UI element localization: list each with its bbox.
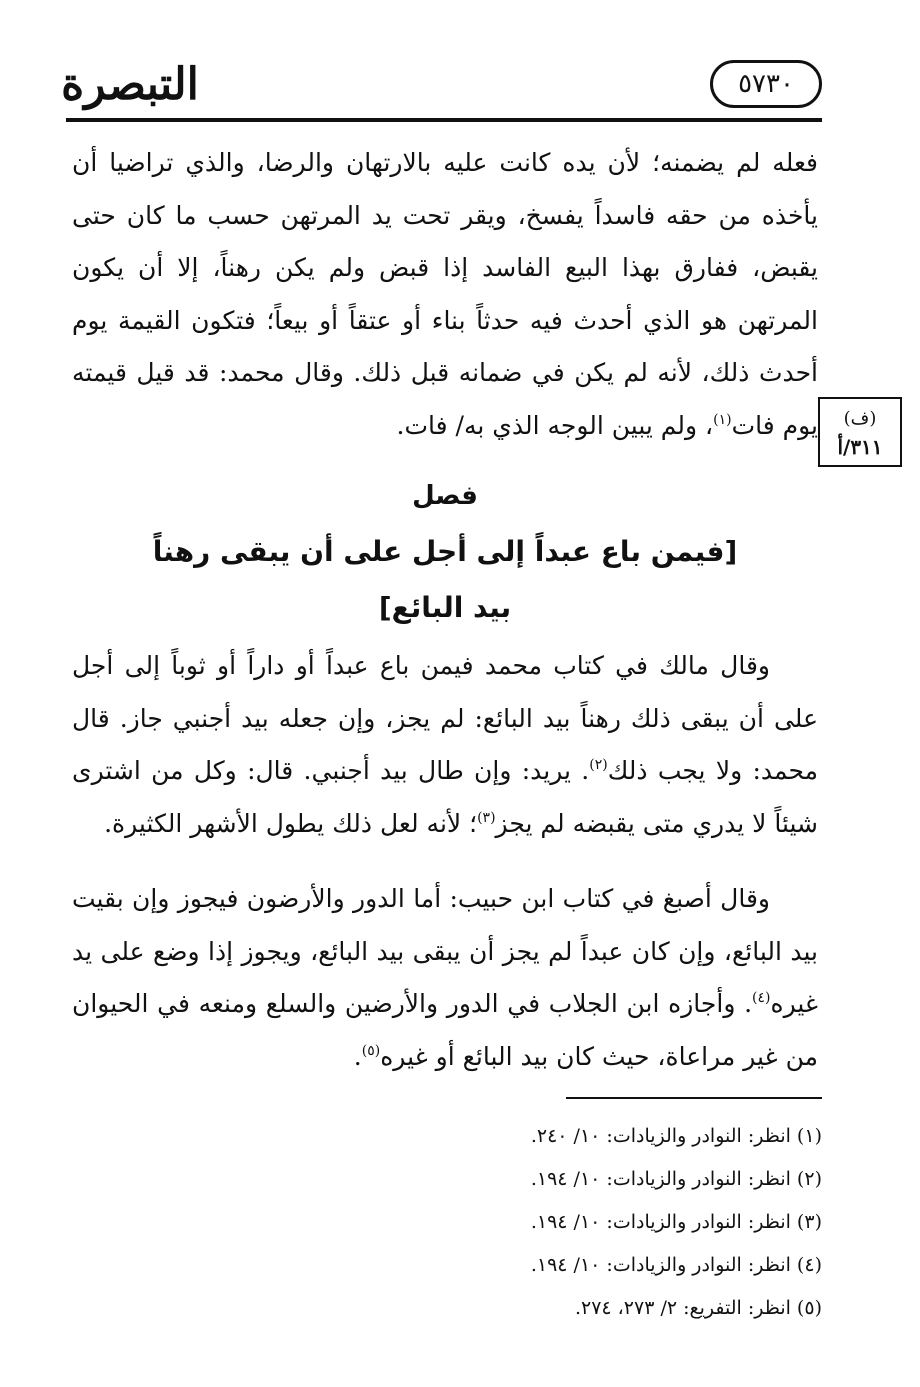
paragraph-2 xyxy=(72,640,818,850)
footnote-ref-3: (٣) xyxy=(477,809,496,826)
paragraph-3-seg-1: وقال أصبغ في كتاب ابن حبيب: أما الدور والأرضون فيجوز وإن بقيت بيد البائع، وإن كان عبداً لم يجز أن يبقى بيد البائع، ويجوز إذا وضع على يد غيره xyxy=(72,884,818,1018)
section-title-line-2: بيد البائع] xyxy=(378,591,512,624)
footnote-separator xyxy=(566,1097,822,1099)
folio-note-siglum: (ف) xyxy=(843,408,877,429)
section-title-line-1: [فيمن باع عبداً إلى أجل على أن يبقى رهناً xyxy=(152,535,738,568)
footnote-ref-5: (٥) xyxy=(361,1042,381,1059)
footnote-3: (٣) انظر: النوادر والزيادات: ١٠/ ١٩٤. xyxy=(530,1211,822,1233)
footnote-ref-2: (٢) xyxy=(589,757,608,773)
page-number: ٥٧٣٠ xyxy=(710,60,822,108)
manuscript-folio-note xyxy=(818,397,902,467)
paragraph-2-seg-3: ؛ لأنه لعل ذلك يطول الأشهر الكثيرة. xyxy=(104,808,478,838)
folio-note-number: ٣١١/أ xyxy=(837,435,883,459)
running-head-title: التبصرة xyxy=(61,59,199,110)
section-label: فصل xyxy=(412,481,478,511)
footnote-ref-4: (٤) xyxy=(752,990,771,1006)
paragraph-1-end: ، ولم يبين الوجه الذي به/ فات. xyxy=(396,410,714,440)
footnote-1: (١) انظر: النوادر والزيادات: ١٠/ ٢٤٠. xyxy=(530,1125,822,1147)
paragraph-2-seg-1: وقال مالك في كتاب محمد فيمن باع عبداً أو داراً أو ثوباً إلى أجل على أن يبقى ذلك رهناً بيد البائع: لم يجز، وإن جعله بيد أجنبي جاز. قال محمد: ولا يجب ذلك xyxy=(72,651,818,785)
paragraph-2-seg-2: . يريد: وإن طال بيد أجنبي. قال: وكل من اشترى شيئاً لا يدري متى يقبضه لم يجز xyxy=(72,756,818,838)
paragraph-3 xyxy=(72,873,818,1083)
header-rule xyxy=(66,118,822,122)
footnote-5: (٥) انظر: التفريع: ٢/ ٢٧٣، ٢٧٤. xyxy=(574,1297,822,1319)
footnote-4: (٤) انظر: النوادر والزيادات: ١٠/ ١٩٤. xyxy=(530,1254,822,1276)
footnote-2: (٢) انظر: النوادر والزيادات: ١٠/ ١٩٤. xyxy=(530,1168,822,1190)
paragraph-1 xyxy=(72,137,818,452)
footnote-ref-1: (١) xyxy=(713,411,732,428)
paragraph-3-seg-2: . وأجازه ابن الجلاب في الدور والأرضين والسلع ومنعه في الحيوان من غير مراعاة، حيث كان بيد البائع أو غيره xyxy=(72,989,818,1071)
paragraph-1-text: فعله لم يضمنه؛ لأن يده كانت عليه بالارتهان والرضا، والذي تراضيا أن يأخذه من حقه فاسداً يفسخ، ويقر تحت يد المرتهن حسب ما كان حتى يقبض، ففارق بهذا البيع الفاسد إذا قبض ولم يكن رهناً، إلا أن يكون المرتهن هو الذي أحدث فيه حدثاً بناء أو عتقاً أو بيعاً؛ فتكون القيمة يوم أحدث ذلك، لأنه لم يكن في ضمانه قبل ذلك. وقال محمد: قد قيل قيمته يوم فات xyxy=(72,148,818,440)
paragraph-3-seg-3: . xyxy=(353,1041,362,1071)
footnotes xyxy=(322,1115,822,1330)
